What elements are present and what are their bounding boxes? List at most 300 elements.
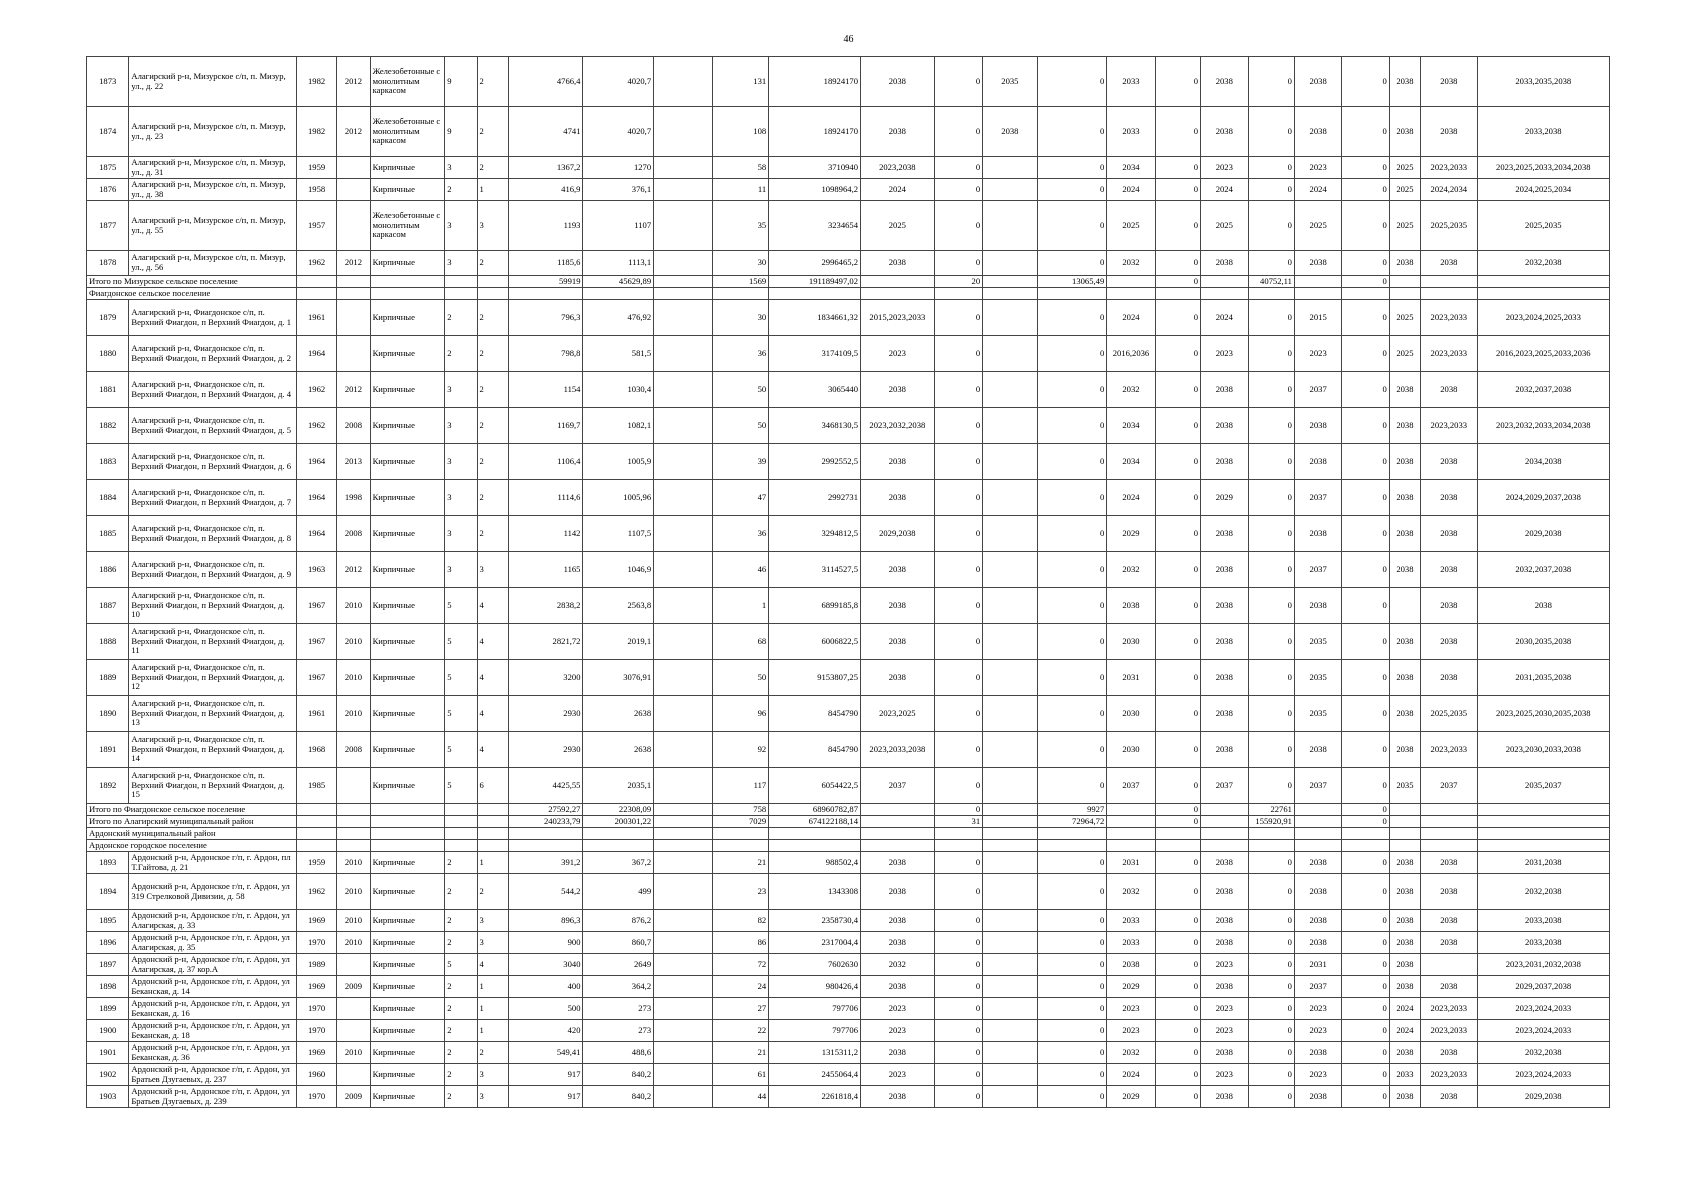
cell-years-engineering: 2038 xyxy=(1201,874,1248,910)
cell-total-area: 1193 xyxy=(508,201,583,251)
cell-total-cost: 797706 xyxy=(769,1020,861,1042)
cell-entrances: 1 xyxy=(477,998,508,1020)
cell-residents: 27 xyxy=(712,998,769,1020)
cell-years-other: 2023,2033 xyxy=(1421,1064,1478,1086)
cell-years-other: 2038 xyxy=(1421,932,1478,954)
table-row xyxy=(87,408,1610,444)
cell-year-built: 1964 xyxy=(296,336,336,372)
cell-address: Алагирский р-н, Мизурское с/п, п. Мизур, ул., д. 55 xyxy=(129,201,297,251)
cell-cost-engineering: 0 xyxy=(1155,624,1200,660)
cell-all-years: 2038 xyxy=(1477,588,1609,624)
cell-years-other: 2038 xyxy=(1421,1042,1478,1064)
table-row xyxy=(87,696,1610,732)
cell-years-electric: 2037 xyxy=(1294,768,1341,804)
section-empty-cell xyxy=(983,840,1038,852)
cell-year-repair: 1998 xyxy=(337,480,370,516)
subtotal-empty-cell xyxy=(296,276,336,288)
cell-cost-facade: 0 xyxy=(934,480,982,516)
cell-years-roof: 2038 xyxy=(861,588,935,624)
cell-cost-basement: 0 xyxy=(1037,408,1107,444)
cell-year-repair: 2010 xyxy=(337,910,370,932)
cell-cost-electric: 0 xyxy=(1248,408,1294,444)
cell-living-area: 488,6 xyxy=(583,1042,654,1064)
section-empty-cell xyxy=(1389,840,1420,852)
cell-living-area: 1030,4 xyxy=(583,372,654,408)
subtotal-empty-cell xyxy=(477,804,508,816)
cell-residents: 108 xyxy=(712,107,769,157)
cell-total-area: 1169,7 xyxy=(508,408,583,444)
cell-years-other: 2023,2033 xyxy=(1421,300,1478,336)
cell-blank-col xyxy=(654,624,713,660)
cell-cost-electric: 0 xyxy=(1248,588,1294,624)
cell-cost-engineering: 0 xyxy=(1155,1042,1200,1064)
cell-cost-lift: 0 xyxy=(1342,57,1389,107)
section-empty-cell xyxy=(1107,828,1155,840)
cell-entrances: 2 xyxy=(477,57,508,107)
cell-years-lift: 2038 xyxy=(1389,408,1420,444)
cell-blank-col xyxy=(654,874,713,910)
cell-wall-material: Кирпичные xyxy=(370,768,445,804)
cell-years-facade xyxy=(983,1086,1038,1108)
cell-residents: 35 xyxy=(712,201,769,251)
cell-cost-basement: 0 xyxy=(1037,874,1107,910)
cell-years-electric: 2038 xyxy=(1294,251,1341,276)
cell-years-basement: 2032 xyxy=(1107,251,1155,276)
cell-entrances: 3 xyxy=(477,910,508,932)
cell-years-other xyxy=(1421,954,1478,976)
cell-years-roof: 2038 xyxy=(861,976,935,998)
cell-years-electric: 2037 xyxy=(1294,552,1341,588)
cell-blank-col xyxy=(654,998,713,1020)
cell-years-roof: 2038 xyxy=(861,372,935,408)
cell-years-other: 2023,2033 xyxy=(1421,1020,1478,1042)
cell-years-engineering: 2038 xyxy=(1201,624,1248,660)
cell-all-years: 2023,2024,2033 xyxy=(1477,1064,1609,1086)
cell-years-lift: 2038 xyxy=(1389,57,1420,107)
cell-cost-basement: 0 xyxy=(1037,1086,1107,1108)
subtotal-cost-electric: 22761 xyxy=(1248,804,1294,816)
cell-entrances: 6 xyxy=(477,768,508,804)
cell-residents: 22 xyxy=(712,1020,769,1042)
cell-years-engineering: 2038 xyxy=(1201,976,1248,998)
cell-total-area: 4741 xyxy=(508,107,583,157)
subtotal-empty-cell xyxy=(861,276,935,288)
cell-years-other: 2023,2033 xyxy=(1421,408,1478,444)
subtotal-label: Итого по Фиагдонское сельское поселение xyxy=(87,804,297,816)
section-empty-cell xyxy=(445,828,477,840)
cell-total-area: 549,41 xyxy=(508,1042,583,1064)
cell-entrances: 2 xyxy=(477,874,508,910)
cell-cost-facade: 0 xyxy=(934,57,982,107)
section-empty-cell xyxy=(445,288,477,300)
cell-total-cost: 980426,4 xyxy=(769,976,861,998)
subtotal-empty-cell xyxy=(1389,276,1420,288)
cell-years-roof: 2015,2023,2033 xyxy=(861,300,935,336)
subtotal-empty-cell xyxy=(370,816,445,828)
cell-years-electric: 2038 xyxy=(1294,852,1341,874)
cell-all-years: 2032,2038 xyxy=(1477,251,1609,276)
cell-years-other: 2025,2035 xyxy=(1421,696,1478,732)
cell-cost-lift: 0 xyxy=(1342,660,1389,696)
cell-cost-engineering: 0 xyxy=(1155,998,1200,1020)
table-row xyxy=(87,852,1610,874)
cell-total-cost: 2455064,4 xyxy=(769,1064,861,1086)
cell-residents: 30 xyxy=(712,251,769,276)
cell-years-electric: 2023 xyxy=(1294,1020,1341,1042)
cell-total-cost: 1834661,32 xyxy=(769,300,861,336)
cell-wall-material: Кирпичные xyxy=(370,852,445,874)
cell-cost-basement: 0 xyxy=(1037,336,1107,372)
cell-years-other: 2038 xyxy=(1421,372,1478,408)
table-row xyxy=(87,300,1610,336)
cell-all-years: 2024,2025,2034 xyxy=(1477,179,1609,201)
cell-wall-material: Кирпичные xyxy=(370,954,445,976)
cell-total-area: 1367,2 xyxy=(508,157,583,179)
cell-years-lift: 2038 xyxy=(1389,107,1420,157)
cell-years-roof: 2038 xyxy=(861,1086,935,1108)
cell-address: Алагирский р-н, Фиагдонское с/п, п. Верхний Фиагдон, п Верхний Фиагдон, д. 11 xyxy=(129,624,297,660)
cell-years-basement: 2023 xyxy=(1107,1020,1155,1042)
cell-all-years: 2032,2038 xyxy=(1477,874,1609,910)
cell-years-facade xyxy=(983,768,1038,804)
cell-years-facade xyxy=(983,1020,1038,1042)
cell-cost-facade: 0 xyxy=(934,954,982,976)
cell-living-area: 273 xyxy=(583,1020,654,1042)
cell-floors: 2 xyxy=(445,932,477,954)
cell-cost-basement: 0 xyxy=(1037,696,1107,732)
cell-cost-lift: 0 xyxy=(1342,300,1389,336)
subtotal-living-area: 200301,22 xyxy=(583,816,654,828)
cell-year-repair: 2010 xyxy=(337,624,370,660)
cell-total-cost: 988502,4 xyxy=(769,852,861,874)
cell-living-area: 499 xyxy=(583,874,654,910)
cell-cost-electric: 0 xyxy=(1248,157,1294,179)
subtotal-empty-cell xyxy=(1294,804,1341,816)
cell-address: Ардонский р-н, Ардонское г/п, г. Ардон, ул Беканская, д. 36 xyxy=(129,1042,297,1064)
cell-cost-basement: 0 xyxy=(1037,910,1107,932)
cell-cost-basement: 0 xyxy=(1037,768,1107,804)
subtotal-cost-engineering: 0 xyxy=(1155,276,1200,288)
cell-years-engineering: 2023 xyxy=(1201,1020,1248,1042)
cell-years-electric: 2038 xyxy=(1294,874,1341,910)
cell-blank-col xyxy=(654,696,713,732)
cell-years-engineering: 2038 xyxy=(1201,516,1248,552)
table-row xyxy=(87,552,1610,588)
section-empty-cell xyxy=(1294,828,1341,840)
subtotal-total-cost: 674122188,14 xyxy=(769,816,861,828)
cell-wall-material: Кирпичные xyxy=(370,660,445,696)
cell-entrances: 4 xyxy=(477,954,508,976)
cell-all-years: 2024,2029,2037,2038 xyxy=(1477,480,1609,516)
cell-cost-facade: 0 xyxy=(934,300,982,336)
subtotal-empty-cell xyxy=(370,804,445,816)
cell-cost-basement: 0 xyxy=(1037,444,1107,480)
cell-wall-material: Кирпичные xyxy=(370,1020,445,1042)
section-empty-cell xyxy=(477,840,508,852)
cell-all-years: 2025,2035 xyxy=(1477,201,1609,251)
cell-address: Алагирский р-н, Фиагдонское с/п, п. Верхний Фиагдон, п Верхний Фиагдон, д. 15 xyxy=(129,768,297,804)
cell-year-repair xyxy=(337,201,370,251)
subtotal-empty-cell xyxy=(1201,276,1248,288)
cell-floors: 5 xyxy=(445,768,477,804)
cell-year-built: 1957 xyxy=(296,201,336,251)
cell-years-electric: 2035 xyxy=(1294,660,1341,696)
cell-address: Алагирский р-н, Фиагдонское с/п, п. Верхний Фиагдон, п Верхний Фиагдон, д. 12 xyxy=(129,660,297,696)
cell-floors: 3 xyxy=(445,516,477,552)
cell-cost-facade: 0 xyxy=(934,1064,982,1086)
cell-years-electric: 2038 xyxy=(1294,588,1341,624)
section-empty-cell xyxy=(934,840,982,852)
cell-years-roof: 2038 xyxy=(861,57,935,107)
cell-years-other: 2037 xyxy=(1421,768,1478,804)
cell-living-area: 581,5 xyxy=(583,336,654,372)
cell-all-years: 2029,2037,2038 xyxy=(1477,976,1609,998)
cell-cost-lift: 0 xyxy=(1342,976,1389,998)
cell-cost-electric: 0 xyxy=(1248,480,1294,516)
cell-year-built: 1964 xyxy=(296,516,336,552)
cell-cost-engineering: 0 xyxy=(1155,300,1200,336)
subtotal-living-area: 45629,89 xyxy=(583,276,654,288)
cell-all-years: 2034,2038 xyxy=(1477,444,1609,480)
subtotal-empty-cell xyxy=(1421,816,1478,828)
cell-address: Алагирский р-н, Фиагдонское с/п, п. Верхний Фиагдон, п Верхний Фиагдон, д. 7 xyxy=(129,480,297,516)
cell-years-basement: 2024 xyxy=(1107,300,1155,336)
cell-cost-lift: 0 xyxy=(1342,1020,1389,1042)
subtotal-label: Итого по Алагирский муниципальный район xyxy=(87,816,297,828)
cell-years-electric: 2015 xyxy=(1294,300,1341,336)
cell-living-area: 367,2 xyxy=(583,852,654,874)
cell-row-number: 1886 xyxy=(87,552,129,588)
cell-years-facade xyxy=(983,954,1038,976)
cell-row-number: 1897 xyxy=(87,954,129,976)
cell-cost-electric: 0 xyxy=(1248,852,1294,874)
cell-cost-facade: 0 xyxy=(934,372,982,408)
cell-years-other: 2023,2033 xyxy=(1421,998,1478,1020)
cell-years-other: 2038 xyxy=(1421,552,1478,588)
cell-years-electric: 2038 xyxy=(1294,932,1341,954)
cell-address: Ардонский р-н, Ардонское г/п, г. Ардон, ул Алагирская, д. 35 xyxy=(129,932,297,954)
subtotal-empty-cell xyxy=(983,804,1038,816)
cell-years-roof: 2023 xyxy=(861,1064,935,1086)
cell-year-repair: 2012 xyxy=(337,552,370,588)
subtotal-row xyxy=(87,276,1610,288)
page-number: 46 xyxy=(843,34,854,45)
cell-years-basement: 2030 xyxy=(1107,696,1155,732)
cell-residents: 47 xyxy=(712,480,769,516)
section-empty-cell xyxy=(1201,840,1248,852)
cell-years-basement: 2030 xyxy=(1107,732,1155,768)
cell-year-built: 1969 xyxy=(296,1042,336,1064)
cell-cost-electric: 0 xyxy=(1248,932,1294,954)
cell-cost-electric: 0 xyxy=(1248,1020,1294,1042)
cell-entrances: 3 xyxy=(477,1086,508,1108)
cell-total-cost: 3710940 xyxy=(769,157,861,179)
cell-year-built: 1970 xyxy=(296,1020,336,1042)
cell-blank-col xyxy=(654,179,713,201)
cell-cost-lift: 0 xyxy=(1342,1086,1389,1108)
cell-years-lift: 2038 xyxy=(1389,1042,1420,1064)
cell-entrances: 2 xyxy=(477,480,508,516)
cell-row-number: 1880 xyxy=(87,336,129,372)
subtotal-empty-cell xyxy=(477,816,508,828)
cell-total-cost: 1098964,2 xyxy=(769,179,861,201)
cell-years-basement: 2038 xyxy=(1107,588,1155,624)
cell-address: Алагирский р-н, Мизурское с/п, п. Мизур, ул., д. 23 xyxy=(129,107,297,157)
cell-cost-engineering: 0 xyxy=(1155,372,1200,408)
cell-residents: 131 xyxy=(712,57,769,107)
cell-cost-basement: 0 xyxy=(1037,552,1107,588)
cell-floors: 3 xyxy=(445,251,477,276)
cell-living-area: 2019,1 xyxy=(583,624,654,660)
cell-floors: 9 xyxy=(445,107,477,157)
cell-year-built: 1959 xyxy=(296,852,336,874)
cell-residents: 50 xyxy=(712,408,769,444)
cell-years-electric: 2037 xyxy=(1294,372,1341,408)
cell-residents: 82 xyxy=(712,910,769,932)
cell-year-repair: 2008 xyxy=(337,732,370,768)
cell-cost-engineering: 0 xyxy=(1155,516,1200,552)
cell-years-electric: 2024 xyxy=(1294,179,1341,201)
cell-total-area: 544,2 xyxy=(508,874,583,910)
cell-years-engineering: 2037 xyxy=(1201,768,1248,804)
section-empty-cell xyxy=(370,828,445,840)
cell-residents: 50 xyxy=(712,372,769,408)
cell-years-lift: 2033 xyxy=(1389,1064,1420,1086)
cell-floors: 2 xyxy=(445,1020,477,1042)
cell-years-facade xyxy=(983,300,1038,336)
cell-living-area: 364,2 xyxy=(583,976,654,998)
cell-cost-facade: 0 xyxy=(934,1086,982,1108)
table-row xyxy=(87,157,1610,179)
cell-floors: 2 xyxy=(445,179,477,201)
cell-all-years: 2031,2038 xyxy=(1477,852,1609,874)
cell-cost-facade: 0 xyxy=(934,932,982,954)
cell-cost-lift: 0 xyxy=(1342,107,1389,157)
cell-living-area: 1005,96 xyxy=(583,480,654,516)
table-row xyxy=(87,998,1610,1020)
cell-entrances: 2 xyxy=(477,251,508,276)
cell-wall-material: Железобетонные с монолитным каркасом xyxy=(370,107,445,157)
cell-living-area: 1082,1 xyxy=(583,408,654,444)
cell-entrances: 1 xyxy=(477,1020,508,1042)
cell-year-repair xyxy=(337,157,370,179)
cell-years-engineering: 2038 xyxy=(1201,251,1248,276)
subtotal-empty-cell xyxy=(445,276,477,288)
cell-years-facade xyxy=(983,998,1038,1020)
subtotal-empty-cell xyxy=(983,276,1038,288)
cell-years-facade xyxy=(983,444,1038,480)
cell-years-basement: 2032 xyxy=(1107,372,1155,408)
cell-cost-lift: 0 xyxy=(1342,408,1389,444)
cell-total-area: 798,8 xyxy=(508,336,583,372)
cell-entrances: 3 xyxy=(477,1064,508,1086)
cell-total-area: 1185,6 xyxy=(508,251,583,276)
cell-cost-lift: 0 xyxy=(1342,179,1389,201)
cell-cost-engineering: 0 xyxy=(1155,910,1200,932)
cell-cost-engineering: 0 xyxy=(1155,107,1200,157)
cell-wall-material: Кирпичные xyxy=(370,480,445,516)
cell-cost-electric: 0 xyxy=(1248,552,1294,588)
subtotal-empty-cell xyxy=(1477,276,1609,288)
cell-years-other: 2038 xyxy=(1421,852,1478,874)
cell-years-other: 2038 xyxy=(1421,588,1478,624)
cell-address: Алагирский р-н, Фиагдонское с/п, п. Верхний Фиагдон, п Верхний Фиагдон, д. 6 xyxy=(129,444,297,480)
section-empty-cell xyxy=(583,288,654,300)
cell-cost-engineering: 0 xyxy=(1155,157,1200,179)
cell-total-area: 3200 xyxy=(508,660,583,696)
cell-years-basement: 2034 xyxy=(1107,408,1155,444)
cell-wall-material: Железобетонные с монолитным каркасом xyxy=(370,57,445,107)
subtotal-empty-cell xyxy=(1389,804,1420,816)
cell-cost-lift: 0 xyxy=(1342,932,1389,954)
cell-residents: 58 xyxy=(712,157,769,179)
subtotal-empty-cell xyxy=(1107,816,1155,828)
cell-years-lift: 2038 xyxy=(1389,660,1420,696)
cell-entrances: 4 xyxy=(477,732,508,768)
section-empty-cell xyxy=(296,828,336,840)
subtotal-empty-cell xyxy=(477,276,508,288)
cell-total-cost: 1315311,2 xyxy=(769,1042,861,1064)
cell-years-basement: 2029 xyxy=(1107,516,1155,552)
cell-blank-col xyxy=(654,768,713,804)
cell-year-repair: 2013 xyxy=(337,444,370,480)
section-empty-cell xyxy=(508,828,583,840)
subtotal-cost-electric: 155920,91 xyxy=(1248,816,1294,828)
cell-years-roof: 2038 xyxy=(861,107,935,157)
table-row xyxy=(87,932,1610,954)
cell-wall-material: Кирпичные xyxy=(370,1042,445,1064)
cell-total-cost: 2358730,4 xyxy=(769,910,861,932)
cell-living-area: 2563,8 xyxy=(583,588,654,624)
cell-years-basement: 2025 xyxy=(1107,201,1155,251)
cell-years-electric: 2038 xyxy=(1294,732,1341,768)
cell-blank-col xyxy=(654,910,713,932)
cell-cost-electric: 0 xyxy=(1248,874,1294,910)
cell-all-years: 2023,2024,2033 xyxy=(1477,1020,1609,1042)
subtotal-cost-facade: 20 xyxy=(934,276,982,288)
cell-entrances: 2 xyxy=(477,300,508,336)
cell-cost-facade: 0 xyxy=(934,768,982,804)
cell-cost-lift: 0 xyxy=(1342,336,1389,372)
cell-years-electric: 2035 xyxy=(1294,696,1341,732)
cell-years-lift: 2038 xyxy=(1389,372,1420,408)
section-empty-cell xyxy=(1294,840,1341,852)
cell-years-roof: 2023 xyxy=(861,998,935,1020)
cell-cost-engineering: 0 xyxy=(1155,932,1200,954)
cell-years-roof: 2038 xyxy=(861,444,935,480)
section-empty-cell xyxy=(296,840,336,852)
cell-living-area: 840,2 xyxy=(583,1086,654,1108)
cell-cost-basement: 0 xyxy=(1037,516,1107,552)
subtotal-empty-cell xyxy=(861,804,935,816)
table-row xyxy=(87,480,1610,516)
cell-cost-basement: 0 xyxy=(1037,251,1107,276)
table-row xyxy=(87,732,1610,768)
cell-years-facade xyxy=(983,408,1038,444)
cell-cost-basement: 0 xyxy=(1037,1042,1107,1064)
cell-wall-material: Кирпичные xyxy=(370,588,445,624)
cell-cost-lift: 0 xyxy=(1342,1064,1389,1086)
section-empty-cell xyxy=(769,840,861,852)
cell-cost-basement: 0 xyxy=(1037,1020,1107,1042)
section-empty-cell xyxy=(445,840,477,852)
cell-entrances: 2 xyxy=(477,157,508,179)
subtotal-residents: 7029 xyxy=(712,816,769,828)
section-empty-cell xyxy=(1389,288,1420,300)
cell-living-area: 376,1 xyxy=(583,179,654,201)
section-label: Ардонский муниципальный район xyxy=(87,828,297,840)
cell-address: Ардонский р-н, Ардонское г/п, г. Ардон, ул Беканская, д. 14 xyxy=(129,976,297,998)
